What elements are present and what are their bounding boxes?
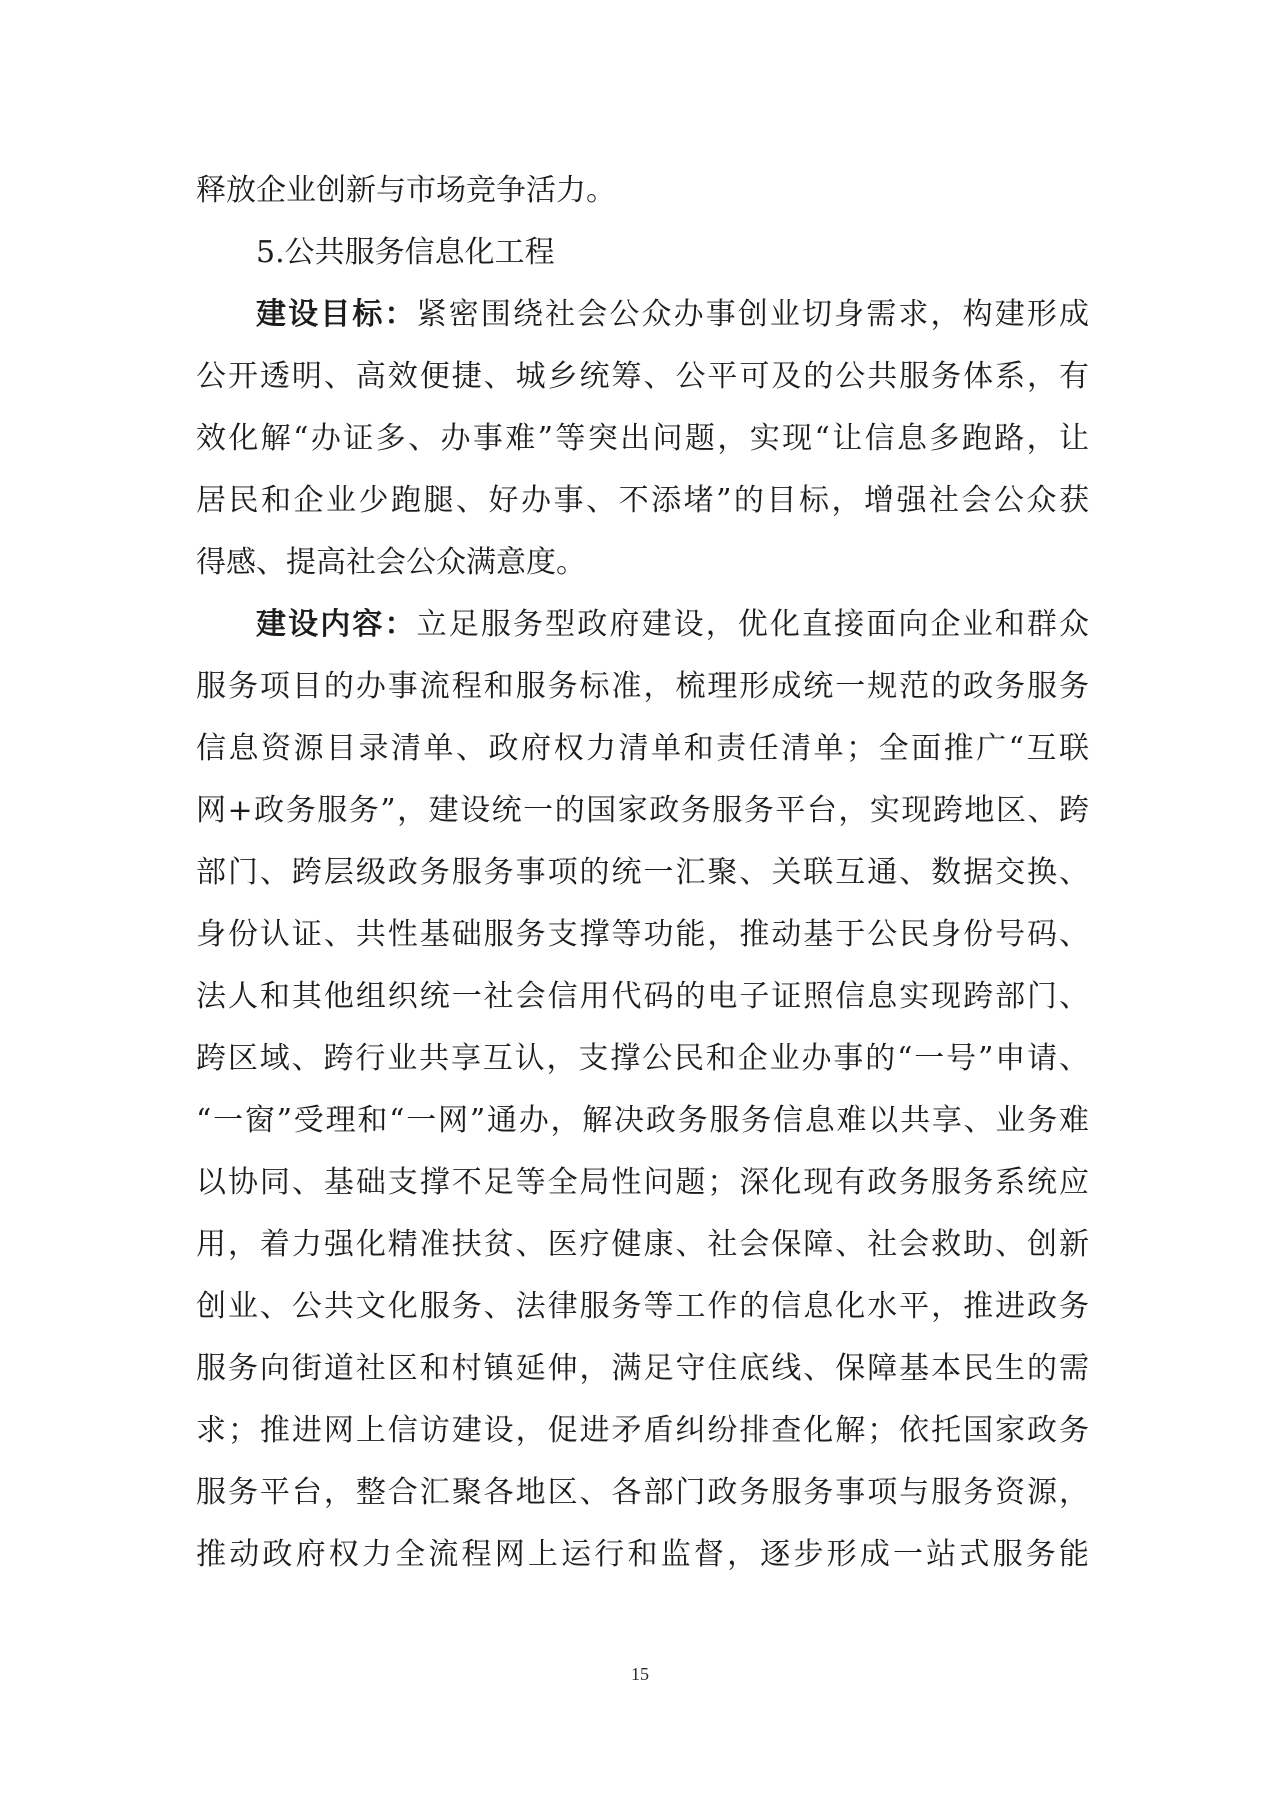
- paragraph-line: 服务平台，整合汇聚各地区、各部门政务服务事项与服务资源，: [196, 1475, 1089, 1510]
- paragraph-line: 效化解“办证多、办事难”等突出问题，实现“让信息多跑路，让: [196, 421, 1089, 456]
- paragraph-line: 建设内容：立足服务型政府建设，优化直接面向企业和群众: [256, 607, 1090, 642]
- page-number: 15: [631, 1664, 649, 1684]
- paragraph-line: 创业、公共文化服务、法律服务等工作的信息化水平，推进政务: [196, 1289, 1089, 1324]
- paragraph-line: 建设目标：紧密围绕社会公众办事创业切身需求，构建形成: [256, 297, 1090, 332]
- paragraph-line: 信息资源目录清单、政府权力清单和责任清单；全面推广“互联: [196, 731, 1089, 766]
- paragraph-line: 用，着力强化精准扶贫、医疗健康、社会保障、社会救助、创新: [196, 1227, 1089, 1262]
- paragraph-line: 身份认证、共性基础服务支撑等功能，推动基于公民身份号码、: [196, 917, 1089, 952]
- paragraph-line: 推动政府权力全流程网上运行和监督，逐步形成一站式服务能: [196, 1537, 1089, 1572]
- paragraph-line: 服务向街道社区和村镇延伸，满足守住底线、保障基本民生的需: [196, 1351, 1089, 1386]
- paragraph-line: 释放企业创新与市场竞争活力。: [196, 173, 616, 208]
- paragraph-line: 居民和企业少跑腿、好办事、不添堵”的目标，增强社会公众获: [196, 483, 1089, 518]
- paragraph-line: 部门、跨层级政务服务事项的统一汇聚、关联互通、数据交换、: [196, 855, 1089, 890]
- paragraph-line: 服务项目的办事流程和服务标准，梳理形成统一规范的政务服务: [196, 669, 1089, 704]
- paragraph-line: 以协同、基础支撑不足等全局性问题；深化现有政务服务系统应: [196, 1165, 1089, 1200]
- paragraph-lead: 建设目标：: [256, 297, 417, 332]
- section-heading: 5.公共服务信息化工程: [256, 235, 555, 270]
- document-body: [196, 160, 1089, 1586]
- paragraph-line: “一窗”受理和“一网”通办，解决政务服务信息难以共享、业务难: [196, 1103, 1089, 1138]
- paragraph-line: 求；推进网上信访建设，促进矛盾纠纷排查化解；依托国家政务: [196, 1413, 1089, 1448]
- paragraph-lead: 建设内容：: [256, 607, 417, 642]
- paragraph-line: 网+政务服务”，建设统一的国家政务服务平台，实现跨地区、跨: [196, 793, 1089, 828]
- paragraph-line: 得感、提高社会公众满意度。: [196, 545, 586, 580]
- paragraph-line: 跨区域、跨行业共享互认，支撑公民和企业办事的“一号”申请、: [196, 1041, 1089, 1076]
- paragraph-line: 法人和其他组织统一社会信用代码的电子证照信息实现跨部门、: [196, 979, 1089, 1014]
- paragraph-line: 公开透明、高效便捷、城乡统筹、公平可及的公共服务体系，有: [196, 359, 1089, 394]
